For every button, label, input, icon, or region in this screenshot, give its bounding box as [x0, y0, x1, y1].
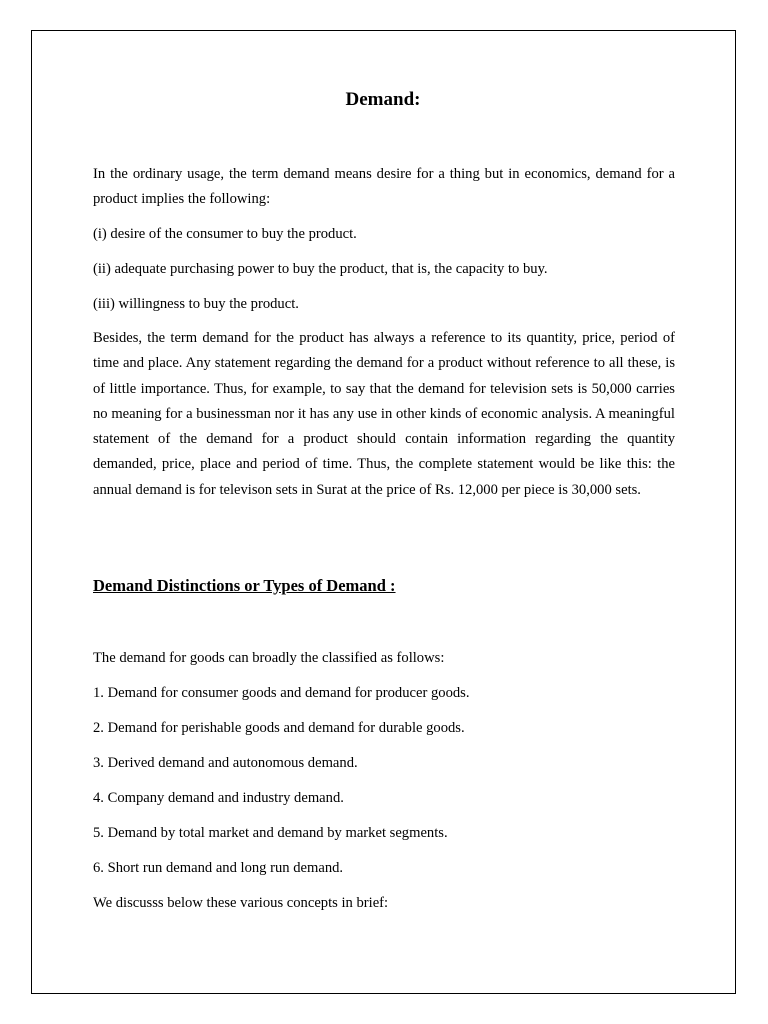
demand-type-item: 1. Demand for consumer goods and demand for producer goods. [93, 685, 470, 701]
demand-type-item: 5. Demand by total market and demand by market segments. [93, 825, 448, 841]
implication-item: (ii) adequate purchasing power to buy the product, that is, the capacity to buy. [93, 261, 548, 277]
closing-line: We discusss below these various concepts in brief: [93, 895, 389, 911]
demand-type-item: 3. Derived demand and autonomous demand. [93, 755, 358, 771]
demand-type-item: 4. Company demand and industry demand. [93, 790, 344, 806]
intro-paragraph: In the ordinary usage, the term demand means desire for a thing but in economics, demand for a product implies the following: [93, 166, 675, 207]
page-title: Demand: [345, 89, 421, 110]
demand-type-item: 6. Short run demand and long run demand. [93, 860, 344, 876]
classification-intro: The demand for goods can broadly the classified as follows: [93, 650, 445, 666]
section-heading: Demand Distinctions or Types of Demand : [93, 576, 396, 595]
implication-item: (i) desire of the consumer to buy the product. [93, 226, 357, 242]
demand-type-item: 2. Demand for perishable goods and demand for durable goods. [93, 720, 465, 736]
implication-item: (iii) willingness to buy the product. [93, 296, 299, 312]
besides-paragraph: Besides, the term demand for the product has always a reference to its quantity, price, period of time and place. Any statement regarding the demand for a product without reference to all these, is of little importance. Thus, for example, to say that the demand for television sets is 50,000 carries no meaning for a businessman nor it has any use in other kinds of economic analysis. A meaningful statement of the demand for a product should contain information regarding the quantity demanded, price, place and period of time. Thus, the complete statement would be like this: the annual demand is for televison sets in Surat at the price of Rs. 12,000 per piece is 30,000 sets. [93, 330, 675, 498]
